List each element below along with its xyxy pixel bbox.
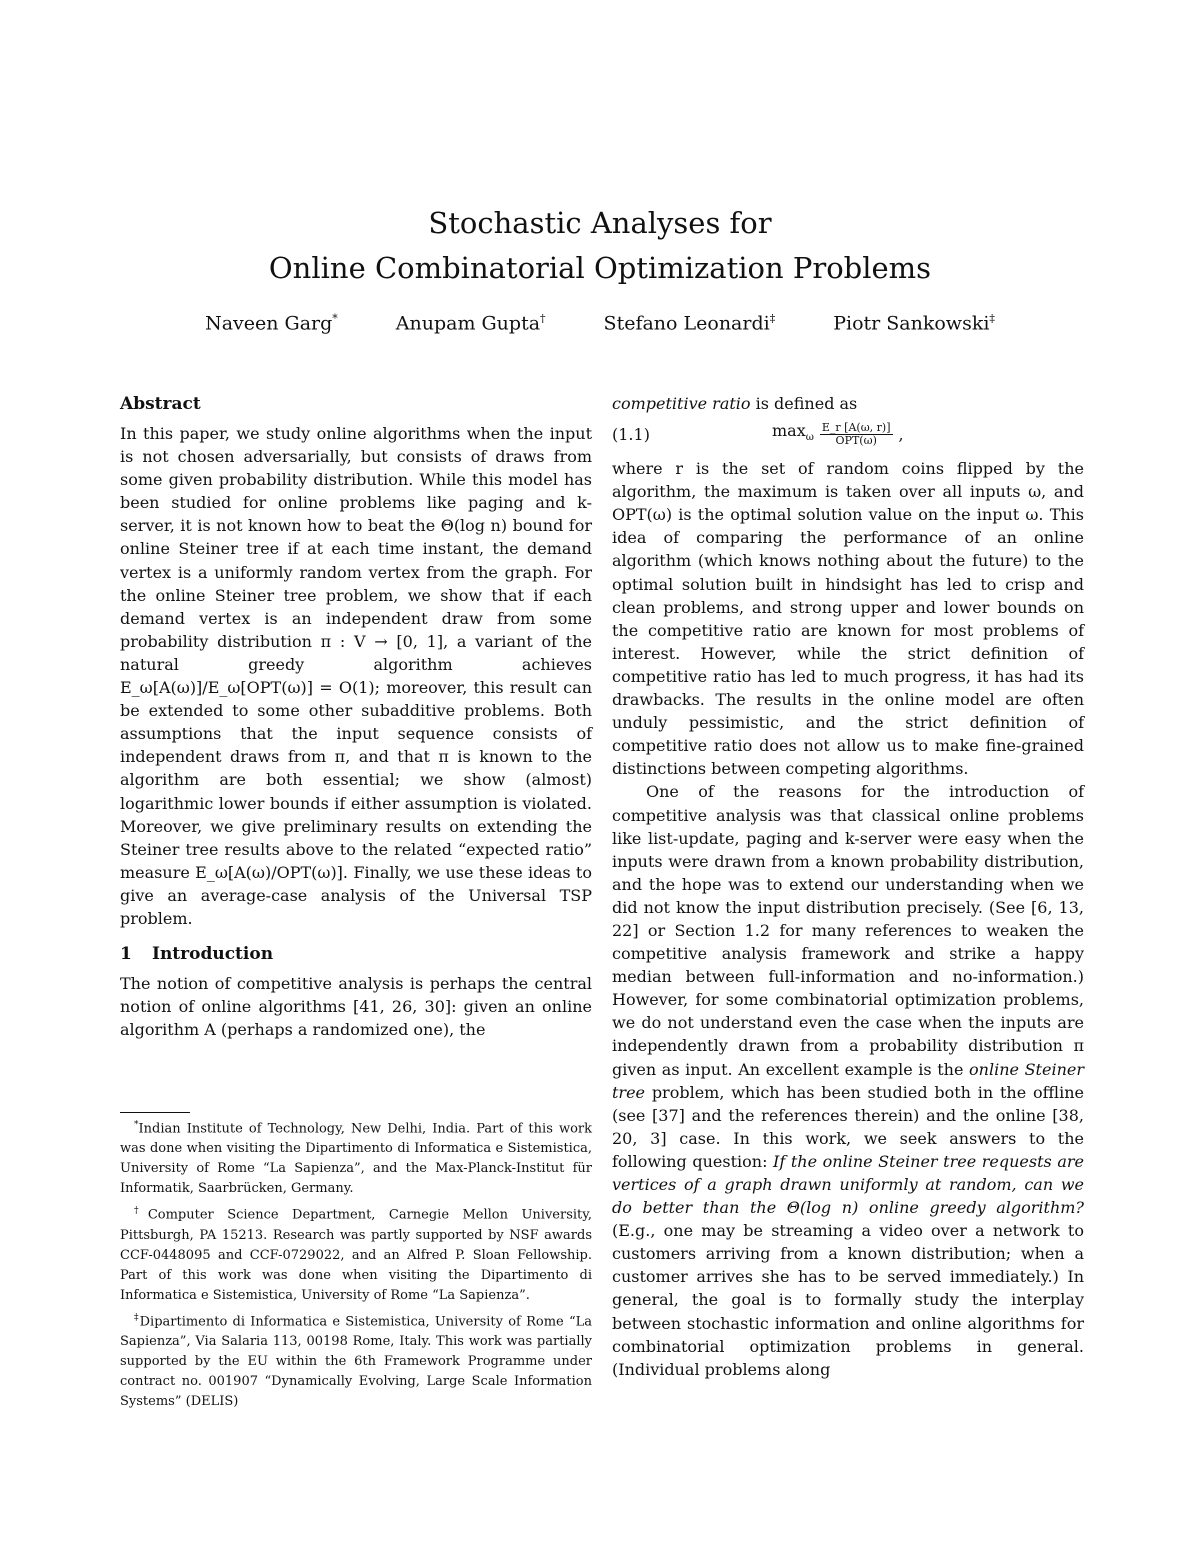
abstract-heading: Abstract: [120, 394, 201, 414]
section-title: Introduction: [152, 944, 274, 965]
author-list: [0, 312, 1200, 334]
paragraph: where r is the set of random coins flipped by the algorithm, the maximum is taken over all inputs ω, and OPT(ω) is the optimal solution value on the input ω. This idea of comparing the performance of an online algorithm (which knows nothing about the future) to the optimal solution built in hindsight has led to crisp and clean problems, and strong upper and lower bounds on the competitive ratio are known for most problems of interest. However, while the strict definition of competitive ratio has led to much progress, it has had its drawbacks. The results in the online model are often unduly pessimistic, and the strict definition of competitive ratio does not allow us to make fine-grained distinctions between competing algorithms.: [612, 459, 1084, 779]
fraction-numerator: E_r [A(ω, r)]: [821, 420, 891, 434]
footnote-mark: †: [134, 1206, 148, 1217]
author-footnote-mark: ‡: [989, 312, 995, 325]
paper-title-line-1: Stochastic Analyses for: [428, 206, 772, 240]
fraction-denominator: OPT(ω): [835, 433, 877, 447]
equation-body: $\max_\omega$ $\frac{E\_r [A(\omega, r)]}{\text{OPT(ω)}}$ ,: [772, 419, 904, 449]
paper-title-line-2: Online Combinatorial Optimization Problems: [268, 251, 932, 285]
fraction: [820, 422, 893, 447]
footnote-rule: [120, 1112, 190, 1113]
paragraph: One of the reasons for the introduction of competitive analysis was that classical online problems like list-update, paging and k-server were easy when the inputs were drawn from a known probability distribution, and the hope was to extend our understanding when we did not know the input distribution precisely. (See [6, 13, 22] or Section 1.2 for many references to weaken the competitive analysis framework and strike a happy median between full-information and no-information.) However, for some combinatorial optimization problems, we do not understand even the case when the inputs are independently drawn from a probability distribution π given as input. An excellent example is the online Steiner tree problem, which has been studied both in the offline (see [37] and the references therein) and the online [38, 20, 3] case. In this work, we seek answers to the following question: If the online Steiner tree requests are vertices of a graph drawn uniformly at random, can we do better than the Θ(log n) online greedy algorithm? (E.g., one may be streaming a video over a network to customers arriving from a known distribution; when a customer arrives she has to be served immediately.) In general, the goal is to formally study the interplay between stochastic information and online algorithms for combinatorial optimization problems in general. (Individual problems along: [612, 782, 1084, 1379]
author: Naveen Garg*: [205, 312, 338, 335]
author-footnote-mark: ‡: [769, 312, 776, 325]
author: Stefano Leonardi‡: [603, 312, 776, 335]
author: Anupam Gupta†: [395, 312, 546, 335]
definition-lead: competitive ratio is defined as: [612, 394, 858, 413]
author-footnote-mark: *: [332, 312, 338, 325]
footnote: ‡Dipartimento di Informatica e Sistemistica, University of Rome “La Sapienza”, Via Salaria 113, 00198 Rome, Italy. This work was partially supported by the EU within the 6th Framework Programme under contract no. 001907 “Dynamically Evolving, Large Scale Information Systems” (DELIS): [120, 1312, 592, 1409]
section-number: 1: [120, 944, 132, 965]
footnotes: [120, 1112, 592, 1414]
right-column: [612, 392, 1084, 1381]
left-column: [120, 392, 592, 1041]
section-heading: [120, 942, 592, 966]
footnote: †Computer Science Department, Carnegie Mellon University, Pittsburgh, PA 15213. Research was partly supported by NSF awards CCF-0448095 and CCF-0729022, and an Alfred P. Sloan Fellowship. Part of this work was done when visiting the Dipartimento di Informatica e Sistemistica, University of Rome “La Sapienza”.: [120, 1206, 593, 1303]
max-operator: $\max_\omega$: [772, 420, 814, 444]
footnote-mark: *: [134, 1120, 139, 1130]
intro-paragraph: The notion of competitive analysis is perhaps the central notion of online algorithms [41, 26, 30]: given an online algorithm A (perhaps a randomized one), the: [120, 974, 592, 1040]
footnote-mark: ‡: [134, 1312, 140, 1323]
equation-number: (1.1): [612, 424, 650, 444]
footnote: *Indian Institute of Technology, New Delhi, India. Part of this work was done when visiting the Dipartimento di Informatica e Sistemistica, University of Rome “La Sapienza”, and the Max-Planck-Institut für Informatik, Saarbrücken, Germany.: [120, 1120, 592, 1197]
abstract-text: In this paper, we study online algorithms when the input is not chosen adversarially, but consists of draws from some given probability distribution. While this model has been studied for online problems like paging and k-server, it is not known how to beat the Θ(log n) bound for online Steiner tree if at each time instant, the demand vertex is a uniformly random vertex from the graph. For the online Steiner tree problem, we show that if each demand vertex is an independent draw from some probability distribution π : V → [0, 1], a variant of the natural greedy algorithm achieves E_ω[A(ω)]/E_ω[OPT(ω)] = O(1); moreover, this result can be extended to some other subadditive problems. Both assumptions that the input sequence consists of independent draws from π, and that π is known to the algorithm are both essential; we show (almost) logarithmic lower bounds if either assumption is violated. Moreover, we give preliminary results on extending the Steiner tree results above to the related “expected ratio” measure E_ω[A(ω)/OPT(ω)]. Finally, we use these ideas to give an average-case analysis of the Universal TSP problem.: [120, 424, 592, 928]
author: Piotr Sankowski‡: [833, 312, 995, 335]
equation-1-1: [612, 417, 1084, 451]
author-footnote-mark: †: [540, 312, 546, 325]
